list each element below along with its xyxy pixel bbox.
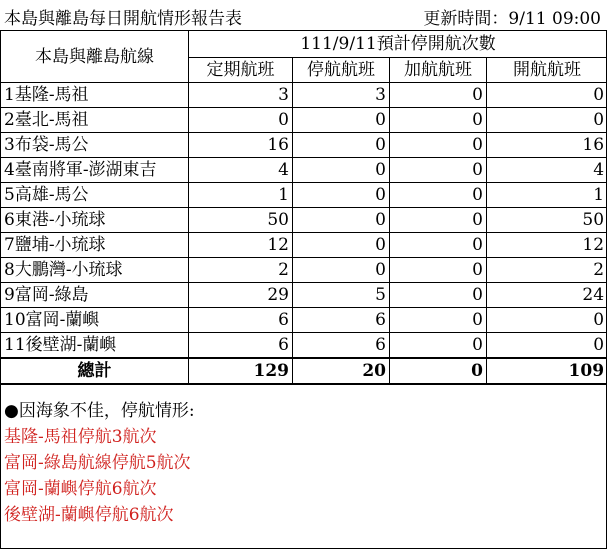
operating-cell: 50 xyxy=(487,208,607,233)
scheduled-cell: 0 xyxy=(189,108,293,133)
scheduled-cell: 2 xyxy=(189,258,293,283)
route-cell: 5高雄-馬公 xyxy=(1,183,189,208)
suspended-cell: 0 xyxy=(293,158,390,183)
suspended-cell: 3 xyxy=(293,83,390,108)
route-column-header: 本島與離島航線 xyxy=(1,31,189,83)
suspended-cell: 0 xyxy=(293,258,390,283)
column-header: 開航航班 xyxy=(487,58,607,83)
operating-cell: 2 xyxy=(487,258,607,283)
suspended-cell: 0 xyxy=(293,108,390,133)
notes-heading: ●因海象不佳，停航情形: xyxy=(4,401,195,421)
note-line: 富岡-綠島航線停航5航次 xyxy=(4,453,191,473)
route-cell: 3布袋-馬公 xyxy=(1,133,189,158)
operating-cell: 0 xyxy=(487,308,607,333)
scheduled-cell: 1 xyxy=(189,183,293,208)
operating-cell: 0 xyxy=(487,83,607,108)
suspension-notes xyxy=(4,398,604,528)
suspended-cell: 0 xyxy=(293,183,390,208)
report-title: 本島與離島每日開航情形報告表 xyxy=(4,9,242,29)
route-cell: 4臺南將軍-澎湖東吉 xyxy=(1,158,189,183)
operating-cell: 1 xyxy=(487,183,607,208)
scheduled-cell: 16 xyxy=(189,133,293,158)
operating-cell: 12 xyxy=(487,233,607,258)
suspended-cell: 0 xyxy=(293,208,390,233)
added-cell: 0 xyxy=(390,208,487,233)
update-time: 更新時間：9/11 09:00 xyxy=(423,9,601,29)
scheduled-cell: 50 xyxy=(189,208,293,233)
operating-cell: 0 xyxy=(487,333,607,359)
scheduled-cell: 6 xyxy=(189,333,293,359)
table-row xyxy=(1,133,607,158)
added-cell: 0 xyxy=(390,108,487,133)
suspended-cell: 0 xyxy=(293,133,390,158)
suspended-cell: 5 xyxy=(293,283,390,308)
added-cell: 0 xyxy=(390,258,487,283)
title-row xyxy=(0,0,607,30)
sailing-table xyxy=(0,30,607,385)
total-operating: 109 xyxy=(487,358,607,384)
added-cell: 0 xyxy=(390,283,487,308)
route-cell: 8大鵬灣-小琉球 xyxy=(1,258,189,283)
header-row-1 xyxy=(1,31,607,58)
table-row xyxy=(1,158,607,183)
column-header: 加航航班 xyxy=(390,58,487,83)
operating-cell: 16 xyxy=(487,133,607,158)
route-cell: 9富岡-綠島 xyxy=(1,283,189,308)
column-header: 定期航班 xyxy=(189,58,293,83)
total-row xyxy=(1,358,607,384)
table-row xyxy=(1,258,607,283)
note-line: 後壁湖-蘭嶼停航6航次 xyxy=(4,505,174,525)
route-cell: 2臺北-馬祖 xyxy=(1,108,189,133)
added-cell: 0 xyxy=(390,233,487,258)
scheduled-cell: 29 xyxy=(189,283,293,308)
scheduled-cell: 3 xyxy=(189,83,293,108)
suspended-cell: 6 xyxy=(293,308,390,333)
table-row xyxy=(1,83,607,108)
scheduled-cell: 6 xyxy=(189,308,293,333)
added-cell: 0 xyxy=(390,183,487,208)
added-cell: 0 xyxy=(390,333,487,359)
table-row xyxy=(1,233,607,258)
table-row xyxy=(1,308,607,333)
added-cell: 0 xyxy=(390,158,487,183)
route-cell: 7鹽埔-小琉球 xyxy=(1,233,189,258)
column-header: 停航航班 xyxy=(293,58,390,83)
added-cell: 0 xyxy=(390,83,487,108)
route-cell: 6東港-小琉球 xyxy=(1,208,189,233)
table-row xyxy=(1,283,607,308)
total-scheduled: 129 xyxy=(189,358,293,384)
suspended-cell: 0 xyxy=(293,233,390,258)
table-row xyxy=(1,108,607,133)
table-row xyxy=(1,208,607,233)
table-row xyxy=(1,183,607,208)
operating-cell: 4 xyxy=(487,158,607,183)
note-line: 基隆-馬祖停航3航次 xyxy=(4,427,157,447)
total-label: 總計 xyxy=(1,358,189,384)
note-line: 富岡-蘭嶼停航6航次 xyxy=(4,479,157,499)
operating-cell: 24 xyxy=(487,283,607,308)
added-cell: 0 xyxy=(390,308,487,333)
scheduled-cell: 12 xyxy=(189,233,293,258)
route-cell: 1基隆-馬祖 xyxy=(1,83,189,108)
operating-cell: 0 xyxy=(487,108,607,133)
route-cell: 11後壁湖-蘭嶼 xyxy=(1,333,189,359)
suspended-cell: 6 xyxy=(293,333,390,359)
route-cell: 10富岡-蘭嶼 xyxy=(1,308,189,333)
added-cell: 0 xyxy=(390,133,487,158)
scheduled-cell: 4 xyxy=(189,158,293,183)
group-column-header: 111/9/11預計停開航次數 xyxy=(189,31,607,58)
total-added: 0 xyxy=(390,358,487,384)
table-row xyxy=(1,333,607,359)
total-suspended: 20 xyxy=(293,358,390,384)
